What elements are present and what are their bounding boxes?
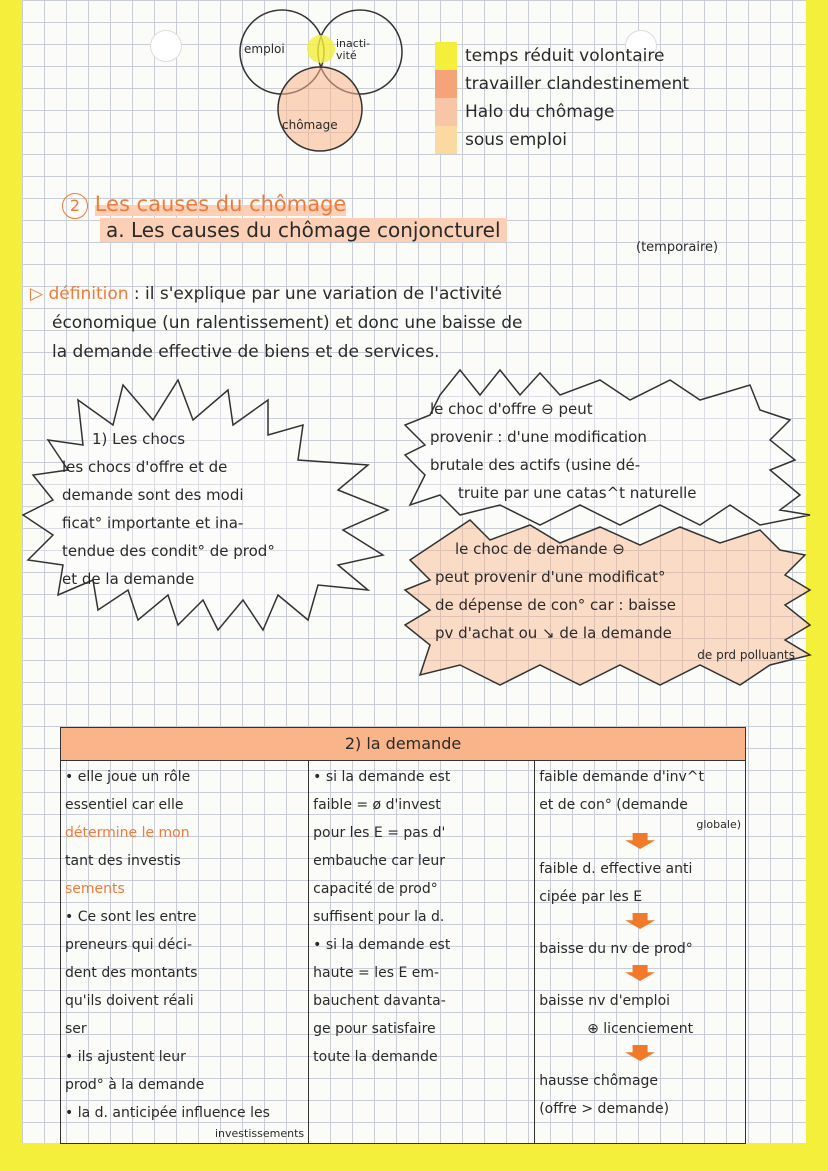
burst-demande-line: peut provenir d'une modificat° <box>435 568 666 586</box>
venn-label-chomage: chômage <box>282 118 338 132</box>
table-line: • Ce sont les entre <box>65 909 197 925</box>
section-heading <box>62 192 346 219</box>
burst-chocs-line: ficat° importante et ina- <box>62 514 244 532</box>
legend-swatch <box>435 126 457 154</box>
down-arrow-icon <box>625 965 655 981</box>
burst-offre-line: brutale des actifs (usine dé- <box>430 456 641 474</box>
definition-line-1: : il s'explique par une variation de l'activité <box>133 284 503 304</box>
table-col-effects <box>309 761 535 1144</box>
bullet-arrow: ▷ <box>30 284 49 304</box>
table-line: capacité de prod° <box>313 881 438 897</box>
burst-chocs-line: demande sont des modi <box>62 486 244 504</box>
legend-swatch <box>435 42 457 70</box>
legend-text: temps réduit volontaire <box>465 46 665 66</box>
table-line: • elle joue un rôle <box>65 769 191 785</box>
table-line: investissements <box>215 1127 305 1140</box>
legend-text: Halo du chômage <box>465 102 615 122</box>
table-line: tant des investis <box>65 853 181 869</box>
legend-row <box>435 98 689 126</box>
burst-demande-line: pv d'achat ou ↘ de la demande <box>435 624 672 642</box>
burst-chocs-line: et de la demande <box>62 570 195 588</box>
burst-chocs-title: 1) Les chocs <box>92 430 186 448</box>
table-line: faible = ø d'invest <box>313 797 441 813</box>
table-line: prod° à la demande <box>65 1077 205 1093</box>
table-line: qu'ils doivent réali <box>65 993 194 1009</box>
table-line: détermine le mon <box>65 825 190 841</box>
table-line: faible demande d'inv^t <box>539 769 704 785</box>
burst-offre-line: provenir : d'une modification <box>430 428 647 446</box>
punch-hole-left <box>150 30 182 62</box>
burst-demande-line: le choc de demande ⊖ <box>455 540 625 558</box>
down-arrow-icon <box>625 833 655 849</box>
table-line: sements <box>65 881 125 897</box>
table-line: pour les E = pas d' <box>313 825 446 841</box>
venn-label-emploi: emploi <box>244 42 285 56</box>
burst-offre-line: truite par une catas^t naturelle <box>458 484 697 502</box>
table-line: ge pour satisfaire <box>313 1021 436 1037</box>
table-line: baisse du nv de prod° <box>539 941 693 957</box>
table-row <box>61 761 746 1144</box>
burst-offre-text <box>430 395 800 507</box>
table-line: preneurs qui déci- <box>65 937 193 953</box>
burst-demande-line: de dépense de con° car : baisse <box>435 596 676 614</box>
legend-text: travailler clandestinement <box>465 74 690 94</box>
table-line: et de con° (demande <box>539 797 688 813</box>
table-line: hausse chômage <box>539 1073 659 1089</box>
definition-line-3: la demande effective de biens et de services. <box>52 342 440 362</box>
subsection-note: (temporaire) <box>636 240 719 255</box>
table-line: • si la demande est <box>313 769 451 785</box>
table-header: 2) la demande <box>61 728 746 761</box>
legend-text: sous emploi <box>465 130 567 150</box>
definition <box>30 280 800 367</box>
burst-chocs-text <box>62 425 372 593</box>
burst-chocs-line: les chocs d'offre et de <box>62 458 228 476</box>
legend <box>435 42 689 154</box>
legend-swatch <box>435 70 457 98</box>
table-line: baisse nv d'emploi <box>539 993 671 1009</box>
legend-swatch <box>435 98 457 126</box>
legend-row <box>435 42 689 70</box>
legend-row <box>435 70 689 98</box>
table-line: bauchent davanta- <box>313 993 446 1009</box>
table-line: cipée par les E <box>539 889 643 905</box>
venn-diagram <box>232 4 412 164</box>
venn-label-inactivite: inacti- vité <box>336 37 371 62</box>
table-col-role <box>61 761 309 1144</box>
legend-row <box>435 126 689 154</box>
burst-demande-text <box>435 535 805 663</box>
table-line: embauche car leur <box>313 853 445 869</box>
definition-label: définition <box>48 284 129 304</box>
burst-demande-line: de prd polluants <box>697 648 795 662</box>
table-line: • si la demande est <box>313 937 451 953</box>
demande-table <box>60 727 746 1144</box>
table-line: • ils ajustent leur <box>65 1049 186 1065</box>
burst-chocs-line: tendue des condit° de prod° <box>62 542 275 560</box>
section-title: Les causes du chômage <box>94 192 347 216</box>
table-line: globale) <box>696 818 741 831</box>
section-number: 2 <box>62 193 88 219</box>
table-col-chain <box>535 761 746 1144</box>
margin-stripe-bottom <box>0 1143 828 1171</box>
burst-offre-line: le choc d'offre ⊖ peut <box>430 400 593 418</box>
table-line: ser <box>65 1021 87 1037</box>
down-arrow-icon <box>625 1045 655 1061</box>
table-line: suffisent pour la d. <box>313 909 445 925</box>
definition-line-2: économique (un ralentissement) et donc une baisse de <box>52 313 523 333</box>
table-line: dent des montants <box>65 965 198 981</box>
table-line: essentiel car elle <box>65 797 184 813</box>
table-line: • la d. anticipée influence les <box>65 1105 270 1121</box>
table-line: (offre > demande) <box>539 1101 670 1117</box>
table-line: faible d. effective anti <box>539 861 693 877</box>
subsection-title: a. Les causes du chômage conjoncturel <box>100 218 507 242</box>
table-line: haute = les E em- <box>313 965 440 981</box>
table-line: ⊕ licenciement <box>587 1021 694 1037</box>
table-line: toute la demande <box>313 1049 438 1065</box>
down-arrow-icon <box>625 913 655 929</box>
